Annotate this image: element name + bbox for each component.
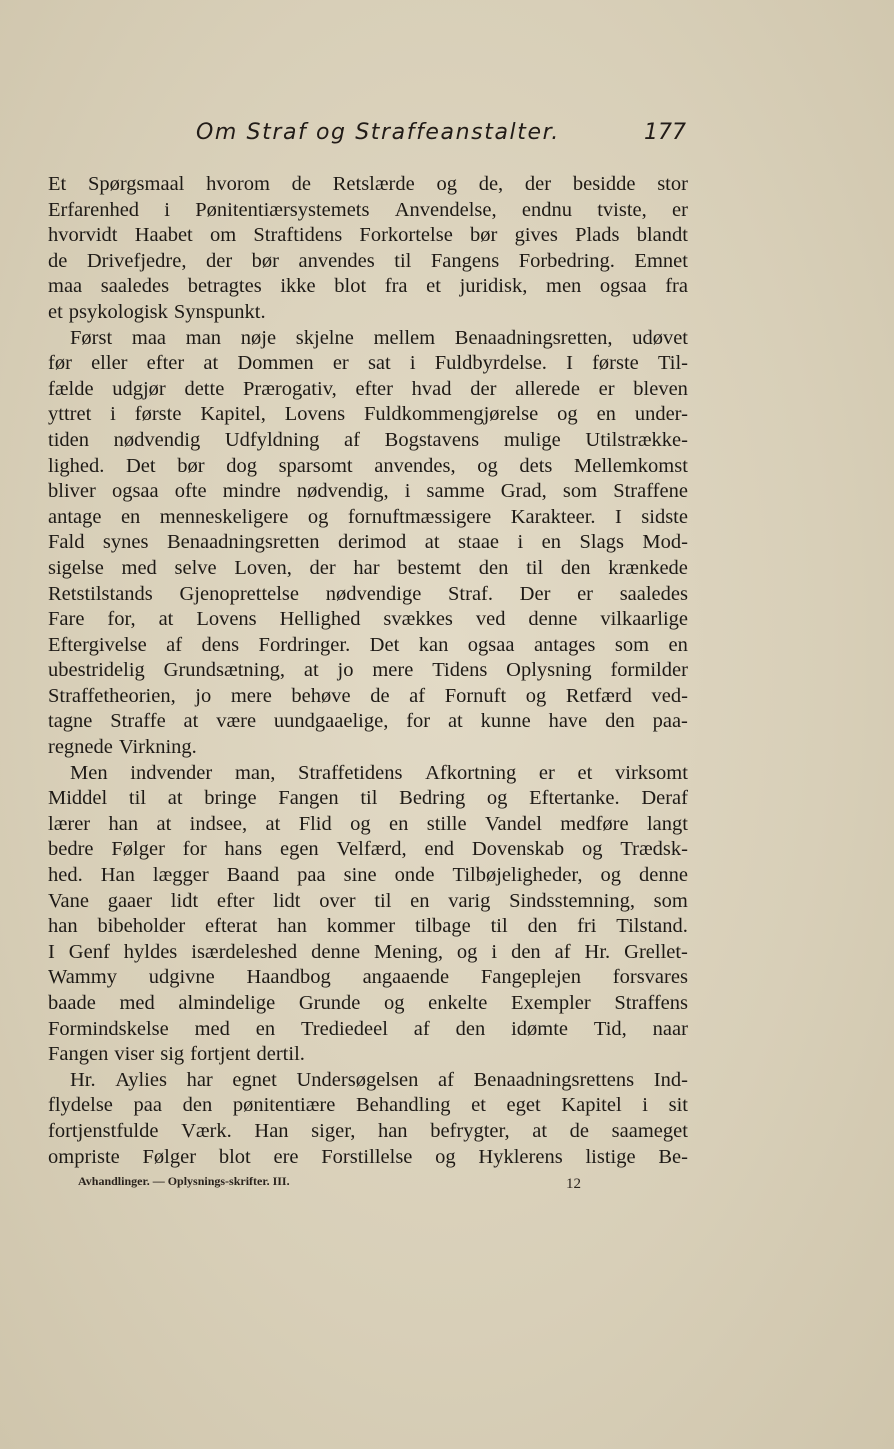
text-line: Et Spørgsmaal hvorom de Retslærde og de, der besidde stor xyxy=(48,173,688,195)
text-line: Formindskelse med en Trediedeel af den idømte Tid, naar xyxy=(48,1017,688,1040)
body-text xyxy=(48,172,688,1170)
running-title: Om Straf og Straffeanstalter. xyxy=(196,120,560,145)
footer-imprint: Avhandlinger. — Oplysnings-skrifter. III. xyxy=(78,1174,290,1188)
text-line: sigelse med selve Loven, der har bestemt den til den krænkede xyxy=(48,556,688,579)
text-line: hvorvidt Haabet om Straftidens Forkortelse bør gives Plads blandt xyxy=(48,224,688,247)
text-line: maa saaledes betragtes ikke blot fra et juridisk, men ogsaa fra xyxy=(48,275,688,298)
text-line: hed. Han lægger Baand paa sine onde Tilbøjeligheder, og denne xyxy=(48,864,688,887)
text-line: fælde udgjør dette Prærogativ, efter hvad der allerede er bleven xyxy=(48,377,688,400)
text-line: Vane gaaer lidt efter lidt over til en varig Sindsstemning, som xyxy=(48,889,688,912)
text-line: Hr. Aylies har egnet Undersøgelsen af Benaadningsrettens Ind- xyxy=(70,1068,688,1091)
page-number: 177 xyxy=(644,120,686,145)
text-line: ompriste Følger blot ere Forstillelse og Hyklerens listige Be- xyxy=(48,1145,688,1168)
text-line: I Genf hyldes isærdeleshed denne Mening, og i den af Hr. Grellet- xyxy=(48,940,688,963)
page-footer xyxy=(78,1172,598,1200)
text-line: Retstilstands Gjenoprettelse nødvendige Straf. Der er saaledes xyxy=(48,582,688,605)
signature-mark: 12 xyxy=(566,1176,581,1192)
text-line: fortjenstfulde Værk. Han siger, han befrygter, at de saameget xyxy=(48,1119,688,1142)
text-line: Fare for, at Lovens Hellighed svækkes ved denne vilkaarlige xyxy=(48,608,688,631)
text-line: Fangen viser sig fortjent dertil. xyxy=(48,1043,305,1066)
text-line: lighed. Det bør dog sparsomt anvendes, og dets Mellemkomst xyxy=(48,454,688,477)
text-line: før eller efter at Dommen er sat i Fuldbyrdelse. I første Til- xyxy=(48,352,688,375)
text-line: de Drivefjedre, der bør anvendes til Fangens Forbedring. Emnet xyxy=(48,249,688,272)
text-line: tagne Straffe at være uundgaaelige, for at kunne have den paa- xyxy=(48,710,688,733)
text-line: bliver ogsaa ofte mindre nødvendig, i samme Grad, som Straffene xyxy=(48,480,688,503)
text-line: tiden nødvendig Udfyldning af Bogstavens mulige Utilstrække- xyxy=(48,428,688,451)
text-line: lærer han at indsee, at Flid og en stille Vandel medføre langt xyxy=(48,812,688,835)
text-line: ubestridelig Grundsætning, at jo mere Tidens Oplysning formilder xyxy=(48,659,688,682)
text-line: Erfarenhed i Pønitentiærsystemets Anvendelse, endnu tviste, er xyxy=(48,198,688,221)
text-line: Men indvender man, Straffetidens Afkortning er et virksomt xyxy=(70,761,688,784)
text-line: yttret i første Kapitel, Lovens Fuldkommengjørelse og en under- xyxy=(48,403,688,426)
text-line: Wammy udgivne Haandbog angaaende Fangeplejen forsvares xyxy=(48,966,688,989)
text-line: han bibeholder efterat han kommer tilbage til den fri Tilstand. xyxy=(48,915,688,938)
text-line: et psykologisk Synspunkt. xyxy=(48,300,266,323)
text-line: baade med almindelige Grunde og enkelte Exempler Straffens xyxy=(48,992,688,1014)
text-line: Eftergivelse af dens Fordringer. Det kan ogsaa antages som en xyxy=(48,633,688,656)
text-line: Straffetheorien, jo mere behøve de af Fornuft og Retfærd ved- xyxy=(48,684,688,707)
text-line: regnede Virkning. xyxy=(48,736,197,759)
text-line: Middel til at bringe Fangen til Bedring og Eftertanke. Deraf xyxy=(48,787,688,810)
text-line: flydelse paa den pønitentiære Behandling et eget Kapitel i sit xyxy=(48,1094,688,1117)
text-line: Fald synes Benaadningsretten derimod at staae i en Slags Mod- xyxy=(48,531,688,554)
text-line: bedre Følger for hans egen Velfærd, end Dovenskab og Trædsk- xyxy=(48,838,688,861)
running-head xyxy=(196,120,686,156)
text-line: Først maa man nøje skjelne mellem Benaadningsretten, udøvet xyxy=(70,326,688,349)
text-line: antage en menneskeligere og fornuftmæssigere Karakteer. I sidste xyxy=(48,505,688,528)
